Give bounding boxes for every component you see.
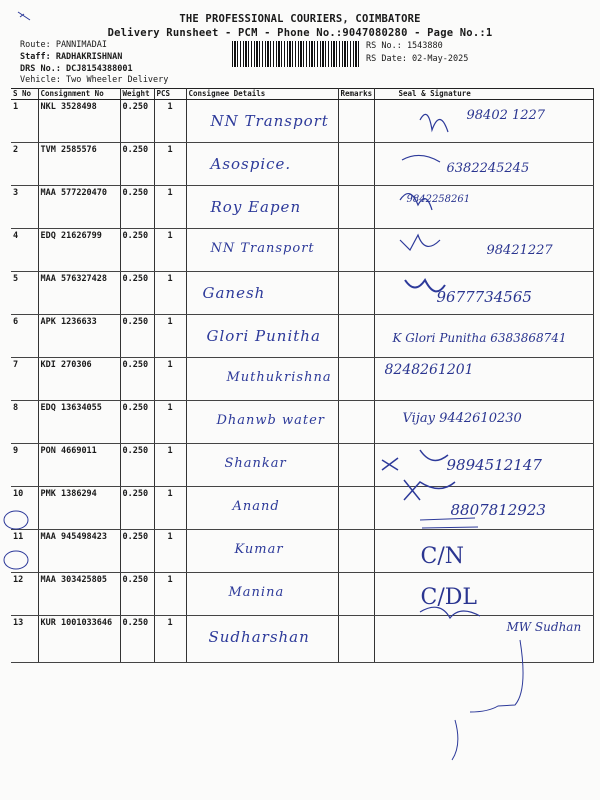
row-sno: 10 bbox=[11, 487, 38, 530]
row-sno: 3 bbox=[11, 186, 38, 229]
row-weight: 0.250 bbox=[120, 444, 154, 487]
row-sno: 2 bbox=[11, 143, 38, 186]
route-label: Route: PANNIMADAI bbox=[20, 40, 107, 50]
row-pcs: 1 bbox=[154, 229, 186, 272]
row-consignee: Roy Eapen bbox=[210, 198, 302, 216]
row-sno: 13 bbox=[11, 616, 38, 663]
row-sno: 4 bbox=[11, 229, 38, 272]
row-weight: 0.250 bbox=[120, 143, 154, 186]
row-pcs: 1 bbox=[154, 444, 186, 487]
row-consignment: EDQ 13634055 bbox=[38, 401, 120, 444]
row-weight: 0.250 bbox=[120, 401, 154, 444]
row-signature: C/DL bbox=[420, 585, 477, 610]
row-consignee: NN Transport bbox=[210, 241, 315, 256]
row-pcs: 1 bbox=[154, 358, 186, 401]
circle-mark-12 bbox=[4, 551, 28, 569]
row-weight: 0.250 bbox=[120, 530, 154, 573]
row-weight: 0.250 bbox=[120, 100, 154, 143]
runsheet-subtitle: Delivery Runsheet - PCM - Phone No.:9047080280 - Page No.:1 bbox=[107, 27, 493, 39]
signature-scribble bbox=[420, 607, 480, 618]
row-consignment: PON 4669011 bbox=[38, 444, 120, 487]
signature-scribble bbox=[400, 194, 432, 210]
company-title: THE PROFESSIONAL COURIERS, COIMBATORE bbox=[179, 13, 421, 25]
col-seal-signature: Seal & Signature bbox=[374, 89, 593, 100]
row-consignee: Muthukrishna bbox=[226, 370, 332, 385]
row-weight: 0.250 bbox=[120, 616, 154, 663]
col-remarks: Remarks bbox=[338, 89, 374, 100]
rs-date: RS Date: 02-May-2025 bbox=[366, 54, 469, 64]
col-pcs: PCS bbox=[154, 89, 186, 100]
rs-number: RS No.: 1543880 bbox=[366, 41, 443, 51]
col-sno: S No bbox=[11, 89, 38, 100]
row-weight: 0.250 bbox=[120, 315, 154, 358]
row-sno: 7 bbox=[11, 358, 38, 401]
row-signature: K Glori Punitha 6383868741 bbox=[392, 331, 567, 345]
row-consignment: MAA 303425805 bbox=[38, 573, 120, 616]
row-consignee: Glori Punitha bbox=[206, 327, 321, 345]
col-weight: Weight bbox=[120, 89, 154, 100]
row-pcs: 1 bbox=[154, 272, 186, 315]
row-signature: MW Sudhan bbox=[506, 620, 582, 634]
row-pcs: 1 bbox=[154, 616, 186, 663]
row-signature: 98402 1227 bbox=[466, 108, 546, 123]
circle-mark-11 bbox=[4, 511, 28, 529]
row-consignment: EDQ 21626799 bbox=[38, 229, 120, 272]
row-signature: 8248261201 bbox=[384, 362, 474, 378]
row-sno: 5 bbox=[11, 272, 38, 315]
row-consignee: Asospice. bbox=[210, 155, 292, 173]
row-pcs: 1 bbox=[154, 530, 186, 573]
row-pcs: 1 bbox=[154, 315, 186, 358]
row-sno: 9 bbox=[11, 444, 38, 487]
row-signature: Vijay 9442610230 bbox=[402, 411, 522, 426]
row-pcs: 1 bbox=[154, 401, 186, 444]
row-pcs: 1 bbox=[154, 573, 186, 616]
drs-number: DRS No.: DCJ8154388001 bbox=[20, 64, 133, 74]
row-weight: 0.250 bbox=[120, 487, 154, 530]
corner-mark bbox=[18, 12, 30, 20]
row-pcs: 1 bbox=[154, 487, 186, 530]
row-sno: 11 bbox=[11, 530, 38, 573]
row-signature: 6382245245 bbox=[446, 161, 530, 176]
row-consignment: KUR 1001033646 bbox=[38, 616, 120, 663]
pen-stroke bbox=[452, 640, 523, 760]
signature-scribble bbox=[400, 235, 440, 250]
row-consignment: TVM 2585576 bbox=[38, 143, 120, 186]
row-consignment: MAA 945498423 bbox=[38, 530, 120, 573]
row-consignee: NN Transport bbox=[210, 112, 329, 130]
signature-underline bbox=[420, 518, 478, 528]
row-consignee: Sudharshan bbox=[208, 628, 310, 646]
row-consignee: Kumar bbox=[234, 542, 284, 557]
row-consignee: Dhanwb water bbox=[216, 413, 326, 428]
row-weight: 0.250 bbox=[120, 272, 154, 315]
row-signature: 9842258261 bbox=[406, 194, 471, 205]
row-weight: 0.250 bbox=[120, 186, 154, 229]
row-consignment: MAA 577220470 bbox=[38, 186, 120, 229]
row-signature: 9894512147 bbox=[446, 456, 542, 474]
row-sno: 6 bbox=[11, 315, 38, 358]
row-sno: 8 bbox=[11, 401, 38, 444]
col-consignee-details: Consignee Details bbox=[186, 89, 338, 100]
signature-scribble bbox=[402, 114, 448, 162]
row-signature: 9677734565 bbox=[436, 288, 532, 306]
row-pcs: 1 bbox=[154, 186, 186, 229]
row-sno: 12 bbox=[11, 573, 38, 616]
row-consignment: APK 1236633 bbox=[38, 315, 120, 358]
col-consignment-no: Consignment No bbox=[38, 89, 120, 100]
row-sno: 1 bbox=[11, 100, 38, 143]
row-signature: 8807812923 bbox=[450, 501, 546, 519]
signature-scribble bbox=[405, 280, 445, 291]
row-pcs: 1 bbox=[154, 100, 186, 143]
row-signature: 98421227 bbox=[486, 243, 553, 258]
vehicle-label: Vehicle: Two Wheeler Delivery bbox=[20, 75, 169, 85]
row-consignee: Shankar bbox=[224, 456, 287, 471]
row-weight: 0.250 bbox=[120, 229, 154, 272]
row-consignment: MAA 576327428 bbox=[38, 272, 120, 315]
row-consignment: NKL 3528498 bbox=[38, 100, 120, 143]
row-signature: C/N bbox=[420, 544, 464, 569]
staff-label: Staff: RADHAKRISHNAN bbox=[20, 52, 123, 62]
signature-scribble bbox=[404, 480, 455, 500]
row-pcs: 1 bbox=[154, 143, 186, 186]
row-consignment: KDI 270306 bbox=[38, 358, 120, 401]
row-consignee: Manina bbox=[228, 585, 285, 600]
row-consignee: Ganesh bbox=[202, 284, 266, 302]
signature-scribble bbox=[382, 450, 448, 470]
row-consignee: Anand bbox=[232, 499, 280, 514]
row-consignment: PMK 1386294 bbox=[38, 487, 120, 530]
row-weight: 0.250 bbox=[120, 573, 154, 616]
row-weight: 0.250 bbox=[120, 358, 154, 401]
